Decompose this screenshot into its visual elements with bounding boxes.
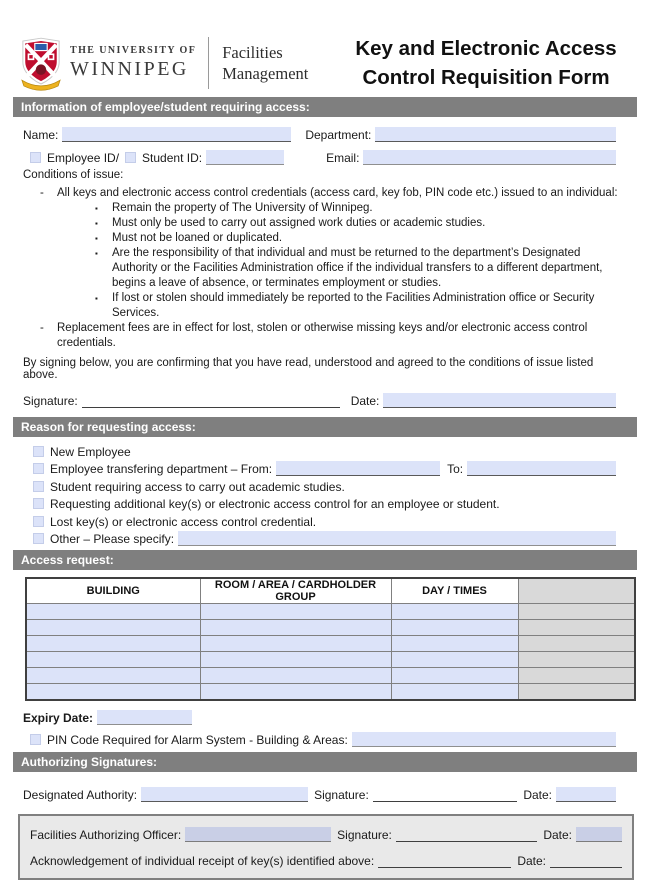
unit-name-line2: Management	[222, 63, 309, 83]
column-header-room-area: ROOM / AREA / CARDHOLDER GROUP	[200, 578, 391, 604]
condition-item	[23, 321, 627, 351]
expiry-date-field[interactable]	[97, 710, 192, 725]
office-use-cell	[518, 620, 635, 636]
table-header-row	[26, 578, 635, 604]
table-input-cell[interactable]	[200, 604, 391, 620]
form-title	[335, 34, 637, 92]
university-of-winnipeg-crest-icon	[20, 37, 62, 89]
office-use-cell	[518, 636, 635, 652]
facilities-officer-field[interactable]	[185, 827, 331, 842]
officer-signature-line	[396, 827, 537, 842]
condition-text: Must not be loaned or duplicated.	[112, 232, 283, 244]
table-input-cell[interactable]	[391, 604, 518, 620]
office-use-cell	[518, 604, 635, 620]
authority-date-field[interactable]	[556, 787, 616, 802]
facilities-office-box	[18, 814, 634, 880]
authority-signature-label: Signature:	[314, 787, 369, 802]
department-field[interactable]	[375, 127, 616, 142]
column-header-building: BUILDING	[26, 578, 200, 604]
student-access-checkbox[interactable]	[33, 481, 44, 492]
email-label: Email:	[326, 151, 360, 165]
table-input-cell[interactable]	[391, 636, 518, 652]
student-access-label: Student requiring access to carry out academic studies.	[50, 479, 345, 494]
condition-item	[23, 216, 627, 231]
access-table-body	[26, 604, 635, 700]
officer-date-field[interactable]	[576, 827, 622, 842]
column-header-day-times: DAY / TIMES	[391, 578, 518, 604]
employee-id-checkbox[interactable]	[30, 152, 41, 163]
list-marker: ▪	[95, 219, 98, 228]
employee-id-label: Employee ID/	[47, 151, 120, 165]
table-row	[26, 652, 635, 668]
other-label: Other – Please specify:	[50, 532, 175, 546]
list-marker: -	[40, 322, 44, 334]
table-input-cell[interactable]	[200, 636, 391, 652]
expiry-date-label: Expiry Date:	[23, 710, 94, 725]
list-marker: ▪	[95, 249, 98, 258]
office-use-cell	[518, 652, 635, 668]
condition-text: Must only be used to carry out assigned work duties or academic studies.	[112, 217, 486, 229]
pin-code-label: PIN Code Required for Alarm System - Building & Areas:	[47, 732, 348, 747]
employee-signature-row	[23, 390, 616, 408]
officer-signature-label: Signature:	[337, 827, 392, 842]
transfer-from-field[interactable]	[276, 461, 440, 476]
condition-item	[23, 231, 627, 246]
table-input-cell[interactable]	[391, 668, 518, 684]
other-specify-field[interactable]	[178, 531, 616, 546]
acknowledgement-row	[30, 851, 622, 868]
designated-authority-label: Designated Authority:	[23, 787, 138, 802]
condition-text: Are the responsibility of that individual and must be returned to the department’s Designated Authority or the Facilities Administration office if the individual transfers to a different department, begins a leave of absence, or terminates employment or studies.	[112, 247, 603, 289]
signature-label: Signature:	[23, 394, 78, 408]
reason-option-row	[33, 494, 616, 512]
reason-option-row	[33, 511, 616, 529]
reason-option-row	[33, 529, 616, 547]
condition-text: If lost or stolen should immediately be reported to the Facilities Administration office or Security Services.	[112, 292, 595, 319]
pin-code-checkbox[interactable]	[30, 734, 41, 745]
expiry-row	[23, 708, 616, 725]
authority-signature-line	[373, 787, 518, 802]
table-input-cell[interactable]	[200, 668, 391, 684]
condition-item	[23, 291, 627, 321]
table-input-cell[interactable]	[391, 684, 518, 700]
conditions-list	[23, 186, 627, 351]
facilities-officer-row	[30, 825, 622, 842]
table-row	[26, 636, 635, 652]
access-request-table	[25, 577, 636, 701]
designated-authority-row	[23, 784, 616, 802]
other-checkbox[interactable]	[33, 533, 44, 544]
office-use-cell	[518, 668, 635, 684]
form-header	[0, 30, 650, 95]
table-row	[26, 684, 635, 700]
table-input-cell[interactable]	[26, 684, 200, 700]
acknowledgement-label: Acknowledgement of individual receipt of key(s) identified above:	[30, 853, 375, 868]
pin-building-areas-field[interactable]	[352, 732, 616, 747]
table-row	[26, 604, 635, 620]
unit-name-line1: Facilities	[222, 42, 283, 62]
column-header-office-use	[518, 578, 635, 604]
table-input-cell[interactable]	[200, 684, 391, 700]
university-wordmark	[70, 45, 196, 81]
reason-option-row	[33, 441, 616, 459]
table-input-cell[interactable]	[26, 604, 200, 620]
transfer-checkbox[interactable]	[33, 463, 44, 474]
department-label: Department:	[305, 128, 372, 142]
officer-date-label: Date:	[543, 827, 572, 842]
student-id-field[interactable]	[206, 150, 284, 165]
list-marker: ▪	[95, 294, 98, 303]
student-id-checkbox[interactable]	[125, 152, 136, 163]
reason-option-row	[33, 476, 616, 494]
transfer-label: Employee transfering department – From:	[50, 462, 273, 476]
lost-keys-checkbox[interactable]	[33, 516, 44, 527]
name-department-row	[23, 124, 616, 142]
table-input-cell[interactable]	[200, 652, 391, 668]
table-input-cell[interactable]	[26, 652, 200, 668]
id-email-row	[23, 147, 616, 165]
pin-code-row	[23, 730, 616, 747]
section-header-reason: Reason for requesting access:	[13, 417, 637, 437]
table-row	[26, 668, 635, 684]
condition-item	[23, 201, 627, 216]
reason-option-row	[33, 459, 616, 477]
list-marker: -	[40, 187, 44, 199]
form-title-line1: Key and Electronic Access	[355, 36, 617, 60]
condition-text: All keys and electronic access control credentials (access card, key fob, PIN code etc.) issued to an individual:	[57, 187, 618, 199]
lost-keys-label: Lost key(s) or electronic access control credential.	[50, 514, 317, 529]
additional-keys-label: Requesting additional key(s) or electronic access control for an employee or student.	[50, 497, 500, 511]
table-input-cell[interactable]	[391, 652, 518, 668]
list-marker: ▪	[95, 234, 98, 243]
email-field[interactable]	[363, 150, 616, 165]
form-title-line2: Control Requisition Form	[362, 65, 610, 89]
new-employee-label: New Employee	[50, 444, 131, 459]
condition-text: Remain the property of The University of Winnipeg.	[112, 202, 373, 214]
name-label: Name:	[23, 128, 59, 142]
name-field[interactable]	[62, 127, 291, 142]
university-name-small: THE UNIVERSITY OF	[70, 44, 197, 56]
table-input-cell[interactable]	[26, 620, 200, 636]
university-name-large: WINNIPEG	[70, 57, 189, 80]
confirmation-statement: By signing below, you are confirming that you have read, understood and agreed to the conditions of issue listed above.	[23, 357, 594, 381]
employee-signature-date-field[interactable]	[383, 393, 616, 408]
table-row	[26, 620, 635, 636]
transfer-to-field[interactable]	[467, 461, 616, 476]
employee-signature-line	[82, 393, 340, 408]
facilities-officer-label: Facilities Authorizing Officer:	[30, 827, 182, 842]
section-header-info: Information of employee/student requiring access:	[13, 97, 637, 117]
acknowledgement-date-label: Date:	[517, 853, 546, 868]
facilities-management-wordmark	[222, 42, 308, 84]
table-input-cell[interactable]	[391, 620, 518, 636]
list-marker: ▪	[95, 204, 98, 213]
conditions-heading: Conditions of issue:	[23, 169, 124, 181]
date-label: Date:	[350, 394, 380, 408]
section-header-authorizing: Authorizing Signatures:	[13, 752, 637, 772]
new-employee-checkbox[interactable]	[33, 446, 44, 457]
table-input-cell[interactable]	[26, 636, 200, 652]
condition-text: Replacement fees are in effect for lost, stolen or otherwise missing keys and/or electronic access control credentials.	[57, 322, 588, 349]
designated-authority-field[interactable]	[141, 787, 308, 802]
table-input-cell[interactable]	[26, 668, 200, 684]
student-id-label: Student ID:	[142, 151, 203, 165]
transfer-to-label: To:	[447, 462, 464, 476]
additional-keys-checkbox[interactable]	[33, 498, 44, 509]
conditions-of-issue	[23, 168, 627, 351]
logo-divider	[208, 37, 209, 89]
authority-date-label: Date:	[523, 787, 552, 802]
condition-item	[23, 186, 627, 201]
condition-item	[23, 246, 627, 291]
acknowledgement-signature-line	[378, 853, 511, 868]
section-header-access: Access request:	[13, 550, 637, 570]
office-use-cell	[518, 684, 635, 700]
acknowledgement-date-line	[550, 853, 622, 868]
table-input-cell[interactable]	[200, 620, 391, 636]
